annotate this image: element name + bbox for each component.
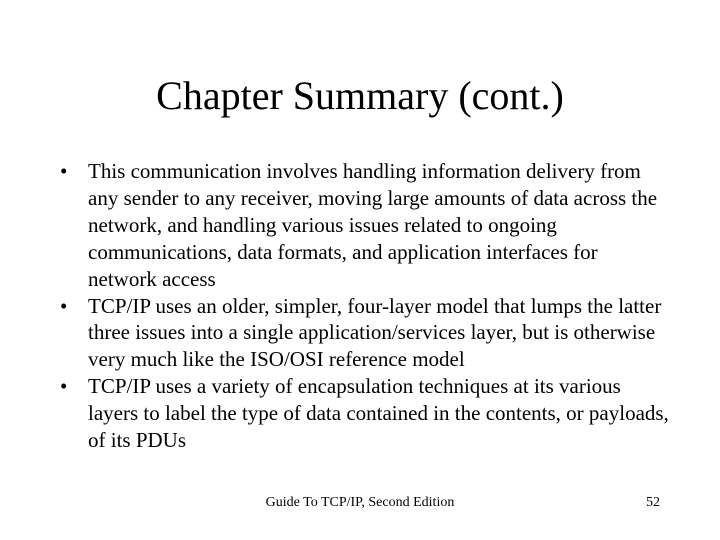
- bullet-item: [60, 373, 670, 454]
- bullet-text: TCP/IP uses an older, simpler, four-layer model that lumps the latter three issues into a single application/services layer, but is otherwise very much like the ISO/OSI reference model: [88, 293, 662, 372]
- bullet-icon: •: [60, 159, 68, 183]
- bullet-list: [60, 158, 670, 454]
- bullet-icon: •: [60, 293, 68, 318]
- page-number: 52: [646, 495, 660, 510]
- bullet-text: TCP/IP uses a variety of encapsulation techniques at its various layers to label the type of data contained in the contents, or payloads, of its PDUs: [88, 374, 669, 453]
- slide-title: Chapter Summary (cont.): [156, 73, 564, 118]
- bullet-text: This communication involves handling information delivery from any sender to any receiver, moving large amounts of data across the network, and handling various issues related to ongoing communications, data formats, and application interfaces for network access: [88, 159, 658, 291]
- bullet-item: [60, 158, 670, 293]
- bullet-icon: •: [60, 374, 68, 399]
- footer-text: Guide To TCP/IP, Second Edition: [265, 495, 455, 510]
- bullet-item: [60, 293, 670, 374]
